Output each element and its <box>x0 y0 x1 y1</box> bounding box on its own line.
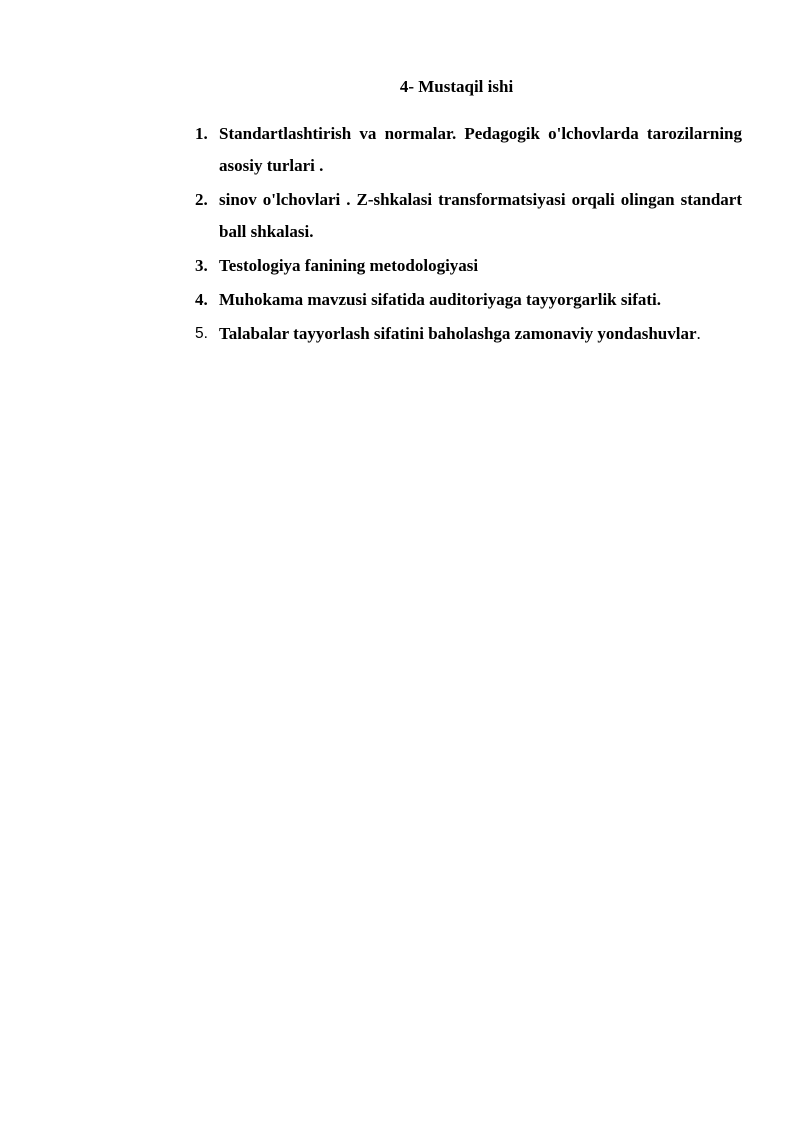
list-item-number: 2. <box>195 190 208 209</box>
list-item <box>188 118 742 182</box>
list-item <box>188 318 742 350</box>
list-item-text-wrapper <box>219 318 742 350</box>
list-item-text: sinov o'lchovlari . Z-shkalasi transformatsiyasi orqali olingan standart ball shkalasi. <box>219 190 742 241</box>
list-item-period: . <box>696 324 701 343</box>
list-item-number: 4. <box>195 290 208 309</box>
list-item <box>188 250 742 282</box>
page-title: 4- Mustaqil ishi <box>399 77 514 96</box>
list-item-number: 3. <box>195 256 208 275</box>
list-item <box>188 284 742 316</box>
list-item-text: Testologiya fanining metodologiyasi <box>219 256 479 275</box>
list-item-text: Standartlashtirish va normalar. Pedagogik o'lchovlarda tarozilarning asosiy turlari . <box>219 124 742 175</box>
topic-list <box>188 118 742 352</box>
list-item-text: Talabalar tayyorlash sifatini baholashga zamonaviy yondashuvlar <box>219 324 697 343</box>
list-item-text: Muhokama mavzusi sifatida auditoriyaga tayyorgarlik sifati. <box>219 290 662 309</box>
list-item-number: 5. <box>195 325 208 342</box>
list-item <box>188 184 742 248</box>
list-item-number: 1. <box>195 124 208 143</box>
